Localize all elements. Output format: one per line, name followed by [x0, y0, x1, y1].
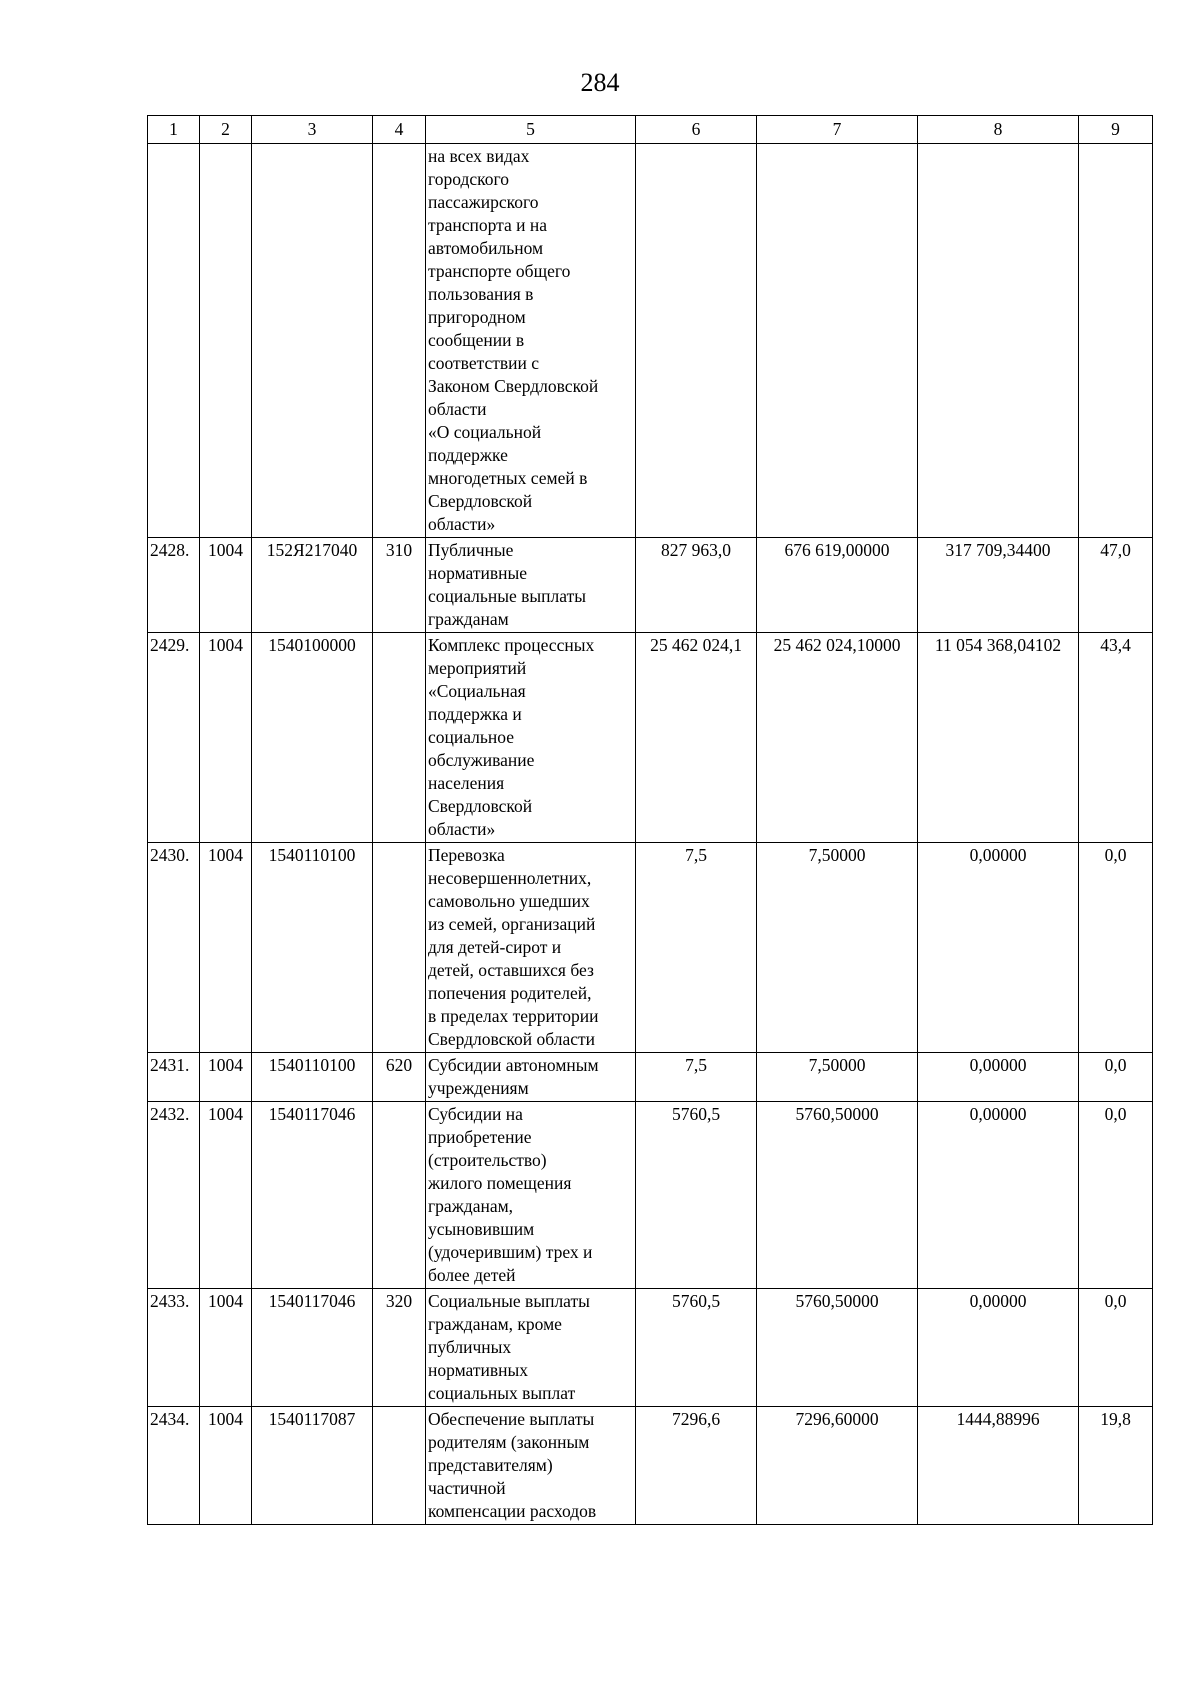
- section-code: 1004: [200, 1407, 252, 1525]
- row-description: Публичные нормативные социальные выплаты гражданам: [426, 538, 636, 633]
- table-row: [148, 1289, 1153, 1407]
- page-number: 284: [580, 68, 620, 97]
- section-code: 1004: [200, 1289, 252, 1407]
- value-col-8: 0,00000: [918, 1053, 1079, 1102]
- value-col-8: 0,00000: [918, 843, 1079, 1053]
- table-row: [148, 1053, 1153, 1102]
- value-col-7: 25 462 024,10000: [757, 633, 918, 843]
- col-header-2: 2: [200, 116, 252, 144]
- value-col-9: 0,0: [1079, 843, 1153, 1053]
- value-col-9: 0,0: [1079, 1289, 1153, 1407]
- table-row: [148, 538, 1153, 633]
- col-header-9: 9: [1079, 116, 1153, 144]
- col-header-7: 7: [757, 116, 918, 144]
- value-col-8: 0,00000: [918, 1102, 1079, 1289]
- value-col-9: 19,8: [1079, 1407, 1153, 1525]
- table-row: [148, 144, 1153, 538]
- table-row: [148, 1407, 1153, 1525]
- table-row: [148, 1102, 1153, 1289]
- header-row: [148, 116, 1153, 144]
- value-col-6: 7,5: [636, 1053, 757, 1102]
- target-code: [252, 144, 373, 538]
- value-col-6: 5760,5: [636, 1289, 757, 1407]
- row-number: 2430.: [148, 843, 200, 1053]
- value-col-6: [636, 144, 757, 538]
- row-description: Комплекс процессных мероприятий «Социальная поддержка и социальное обслуживание населения Свердловской области»: [426, 633, 636, 843]
- section-code: 1004: [200, 633, 252, 843]
- value-col-6: 7,5: [636, 843, 757, 1053]
- target-code: 1540100000: [252, 633, 373, 843]
- value-col-7: 7296,60000: [757, 1407, 918, 1525]
- budget-table: [147, 115, 1153, 1525]
- col-header-3: 3: [252, 116, 373, 144]
- expense-type: [373, 1407, 426, 1525]
- target-code: 1540117046: [252, 1289, 373, 1407]
- row-number: 2429.: [148, 633, 200, 843]
- value-col-7: 5760,50000: [757, 1289, 918, 1407]
- expense-type: [373, 633, 426, 843]
- expense-type: 620: [373, 1053, 426, 1102]
- value-col-9: 47,0: [1079, 538, 1153, 633]
- row-description: Социальные выплаты гражданам, кроме публичных нормативных социальных выплат: [426, 1289, 636, 1407]
- section-code: 1004: [200, 1053, 252, 1102]
- row-number: 2431.: [148, 1053, 200, 1102]
- row-description: Обеспечение выплаты родителям (законным представителям) частичной компенсации расходов: [426, 1407, 636, 1525]
- row-description: на всех видах городского пассажирского транспорта и на автомобильном транспорте общего пользования в пригородном сообщении в соответствии с Законом Свердловской области «О социальной поддержке многодетных семей в Свердловской области»: [426, 144, 636, 538]
- table-row: [148, 843, 1153, 1053]
- expense-type: [373, 144, 426, 538]
- section-code: 1004: [200, 843, 252, 1053]
- value-col-8: 0,00000: [918, 1289, 1079, 1407]
- value-col-6: 7296,6: [636, 1407, 757, 1525]
- expense-type: 310: [373, 538, 426, 633]
- col-header-6: 6: [636, 116, 757, 144]
- value-col-7: 7,50000: [757, 843, 918, 1053]
- expense-type: [373, 843, 426, 1053]
- expense-type: 320: [373, 1289, 426, 1407]
- value-col-8: 11 054 368,04102: [918, 633, 1079, 843]
- expense-type: [373, 1102, 426, 1289]
- value-col-6: 25 462 024,1: [636, 633, 757, 843]
- value-col-9: 0,0: [1079, 1053, 1153, 1102]
- table-row: [148, 633, 1153, 843]
- col-header-4: 4: [373, 116, 426, 144]
- row-number: 2434.: [148, 1407, 200, 1525]
- value-col-9: [1079, 144, 1153, 538]
- row-description: Перевозка несовершеннолетних, самовольно ушедших из семей, организаций для детей-сирот и детей, оставшихся без попечения родителей, в пределах территории Свердловской области: [426, 843, 636, 1053]
- value-col-7: 5760,50000: [757, 1102, 918, 1289]
- value-col-7: [757, 144, 918, 538]
- row-description: Субсидии на приобретение (строительство) жилого помещения гражданам, усыновившим (удочерившим) трех и более детей: [426, 1102, 636, 1289]
- section-code: [200, 144, 252, 538]
- col-header-8: 8: [918, 116, 1079, 144]
- row-number: 2428.: [148, 538, 200, 633]
- col-header-5: 5: [426, 116, 636, 144]
- row-number: 2432.: [148, 1102, 200, 1289]
- target-code: 1540117087: [252, 1407, 373, 1525]
- value-col-7: 676 619,00000: [757, 538, 918, 633]
- row-number: 2433.: [148, 1289, 200, 1407]
- value-col-9: 0,0: [1079, 1102, 1153, 1289]
- target-code: 152Я217040: [252, 538, 373, 633]
- section-code: 1004: [200, 1102, 252, 1289]
- value-col-6: 5760,5: [636, 1102, 757, 1289]
- value-col-6: 827 963,0: [636, 538, 757, 633]
- col-header-1: 1: [148, 116, 200, 144]
- row-number: [148, 144, 200, 538]
- value-col-9: 43,4: [1079, 633, 1153, 843]
- target-code: 1540117046: [252, 1102, 373, 1289]
- target-code: 1540110100: [252, 1053, 373, 1102]
- value-col-7: 7,50000: [757, 1053, 918, 1102]
- target-code: 1540110100: [252, 843, 373, 1053]
- section-code: 1004: [200, 538, 252, 633]
- value-col-8: [918, 144, 1079, 538]
- value-col-8: 317 709,34400: [918, 538, 1079, 633]
- value-col-8: 1444,88996: [918, 1407, 1079, 1525]
- row-description: Субсидии автономным учреждениям: [426, 1053, 636, 1102]
